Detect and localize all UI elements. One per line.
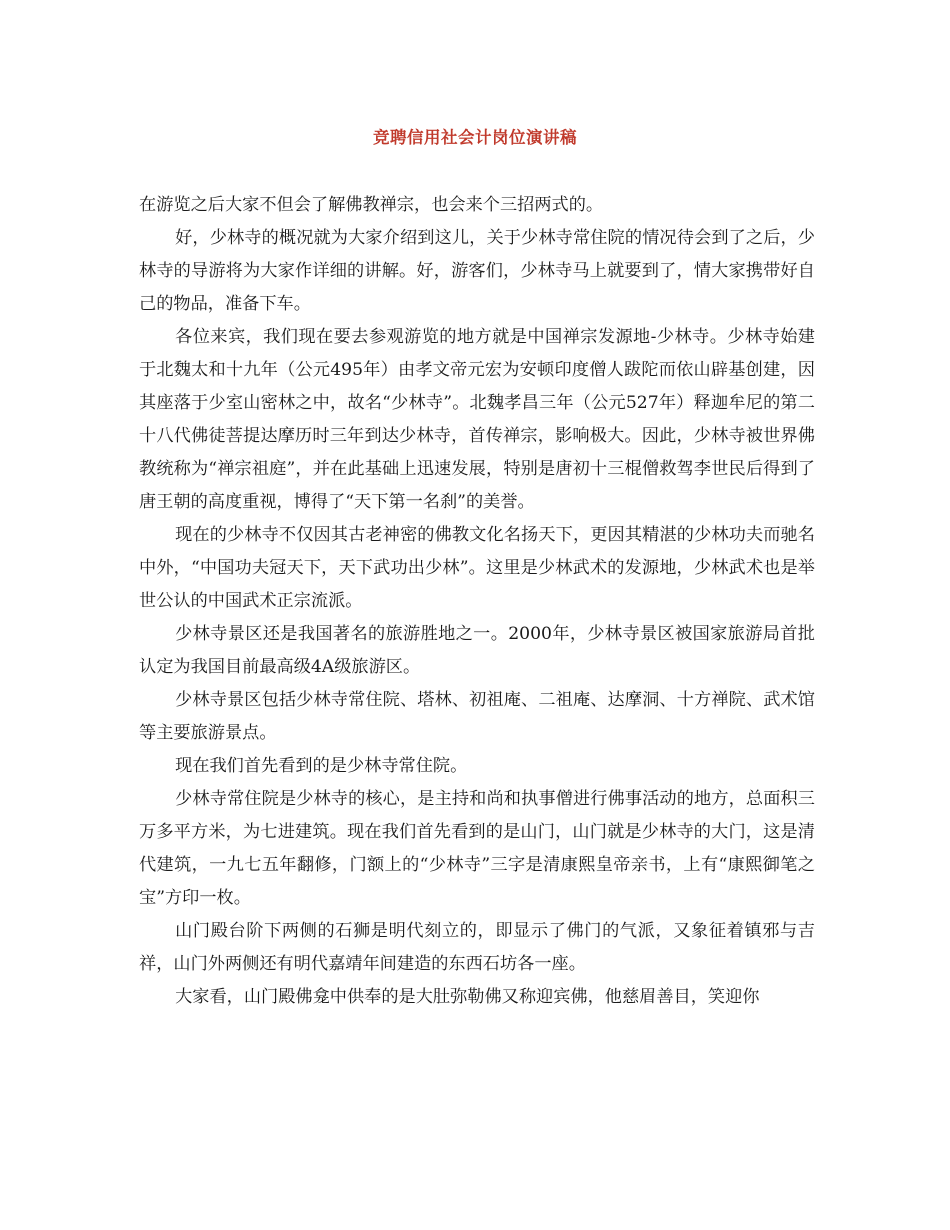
paragraph-2: 好，少林寺的概况就为大家介绍到这儿，关于少林寺常住院的情况待会到了之后，少林寺的导游将为大家作详细的讲解。好，游客们，少林寺马上就要到了，情大家携带好自己的物品，准备下车。	[139, 228, 815, 314]
document-body	[139, 189, 815, 1014]
paragraph-4: 现在的少林寺不仅因其古老神密的佛教文化名扬天下，更因其精湛的少林功夫而驰名中外，“中国功夫冠天下，天下武功出少林”。这里是少林武术的发源地，少林武术也是举世公认的中国武术正宗流派。	[139, 525, 815, 611]
document-title: 竞聘信用社会计岗位演讲稿	[373, 128, 577, 147]
paragraph-8: 少林寺常住院是少林寺的核心，是主持和尚和执事僧进行佛事活动的地方，总面积三万多平方米，为七进建筑。现在我们首先看到的是山门，山门就是少林寺的大门，这是清代建筑，一九七五年翻修，门额上的“少林寺”三字是清康熙皇帝亲书，上有“康熙御笔之宝”方印一枚。	[139, 789, 815, 908]
paragraph-10: 大家看，山门殿佛龛中供奉的是大肚弥勒佛又称迎宾佛，他慈眉善目，笑迎你	[175, 987, 760, 1007]
paragraph-5: 少林寺景区还是我国著名的旅游胜地之一。2000年，少林寺景区被国家旅游局首批认定为我国目前最高级4A级旅游区。	[139, 624, 815, 677]
paragraph-6: 少林寺景区包括少林寺常住院、塔林、初祖庵、二祖庵、达摩洞、十方禅院、武术馆等主要旅游景点。	[139, 690, 815, 743]
paragraph-3: 各位来宾，我们现在要去参观游览的地方就是中国禅宗发源地-少林寺。少林寺始建于北魏太和十九年（公元495年）由孝文帝元宏为安顿印度僧人跋陀而依山辟基创建，因其座落于少室山密林之中，故名“少林寺”。北魏孝昌三年（公元527年）释迦牟尼的第二十八代佛徒菩提达摩历时三年到达少林寺，首传禅宗，影响极大。因此，少林寺被世界佛教统称为“禅宗祖庭”，并在此基础上迅速发展，特别是唐初十三棍僧救驾李世民后得到了唐王朝的高度重视，博得了“天下第一名刹”的美誉。	[139, 327, 815, 512]
paragraph-7: 现在我们首先看到的是少林寺常住院。	[175, 756, 468, 776]
paragraph-1: 在游览之后大家不但会了解佛教禅宗，也会来个三招两式的。	[139, 195, 604, 215]
paragraph-9: 山门殿台阶下两侧的石狮是明代刻立的，即显示了佛门的气派，又象征着镇邪与吉祥，山门外两侧还有明代嘉靖年间建造的东西石坊各一座。	[139, 921, 815, 974]
